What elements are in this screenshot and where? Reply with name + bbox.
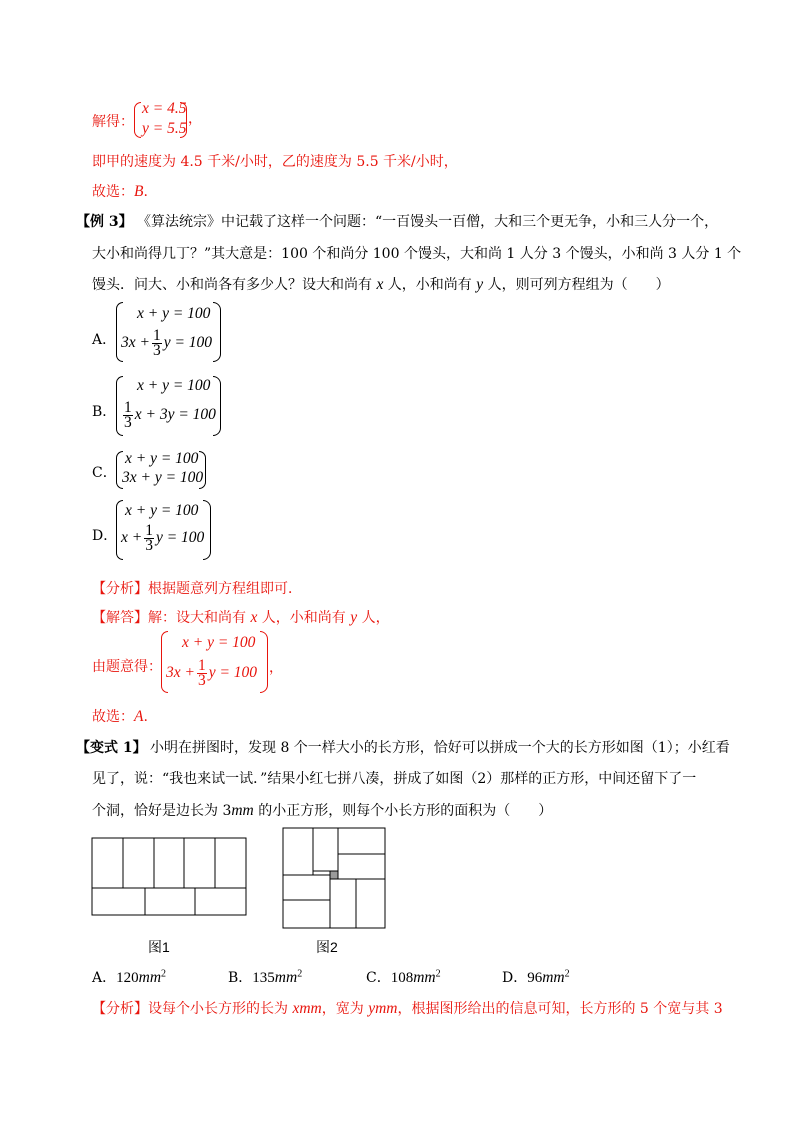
option-b-eq2 xyxy=(121,401,216,430)
option-a-eq2-pre: 3x + xyxy=(121,334,150,352)
option-a-eq1: x + y = 100 xyxy=(137,305,211,322)
option-d-eq2 xyxy=(121,524,204,553)
example3-line2: 大小和尚得几丁？”其大意是：100 个和尚分 100 个馒头，大和尚 1 人分 3 个馒头，小和尚 3 人分 1 个 xyxy=(92,246,742,262)
option-d-frac-d: 3 xyxy=(145,537,153,554)
option-a-label[interactable]: A． xyxy=(92,332,117,348)
fig2-hole xyxy=(330,871,338,879)
variant1-analysis xyxy=(92,998,723,1018)
variant1-line2: 见了，说：“我也来试一试．”结果小红七拼八凑，拼成了如图（2）那样的正方形，中间还留下了一 xyxy=(92,771,697,787)
answer-end: . xyxy=(143,184,148,200)
variant1-line3 xyxy=(92,800,552,820)
figure-1 xyxy=(88,835,252,945)
variant1-analysis-y: ymm xyxy=(368,1000,398,1017)
answer-var-y: y xyxy=(350,609,358,626)
solve-eq1: x = 4.5 xyxy=(142,100,187,117)
line3-part-a: 馒头．问大、小和尚各有多少人？设大和尚有 xyxy=(92,277,377,293)
var-x: x xyxy=(376,276,384,293)
figure-1-caption: 图1 xyxy=(148,939,170,955)
choice-c-unit: mm xyxy=(413,969,436,986)
option-a-frac xyxy=(152,329,162,358)
option-d-frac-n: 1 xyxy=(145,522,153,539)
variant1-line3-b: 的小正方形，则每个小长方形的面积为（ ） xyxy=(253,803,553,819)
system-eq2-pre: 3x + xyxy=(166,664,195,682)
option-a-frac-d: 3 xyxy=(152,342,161,359)
fig2-rect-lower-left xyxy=(283,900,330,928)
solve-trail: ， xyxy=(188,111,202,127)
speed-line: 即甲的速度为 4.5 千米/小时，乙的速度为 5.5 千米/小时， xyxy=(92,154,458,170)
choice-d[interactable] xyxy=(502,967,570,987)
fig2-rect-lower-mid xyxy=(330,879,356,928)
option-d-rparen xyxy=(203,500,211,560)
choice-d-sup: 2 xyxy=(564,968,570,980)
choice-a[interactable] xyxy=(92,967,166,987)
system-eq1: x + y = 100 xyxy=(182,634,256,651)
choice-c-value: 108 xyxy=(390,970,414,986)
by-meaning-label: 由题意得： xyxy=(92,659,162,675)
choice-b-sup: 2 xyxy=(297,968,303,980)
choice-b-label: B． xyxy=(228,970,253,986)
choice-b-value: 135 xyxy=(252,970,275,986)
option-c-eq2: 3x + y = 100 xyxy=(122,469,204,486)
variant1-analysis-b: ，宽为 xyxy=(321,1001,369,1017)
option-c-eq1: x + y = 100 xyxy=(125,450,199,467)
fig2-rect-mid-left xyxy=(283,875,330,900)
variant1-analysis-x: xmm xyxy=(292,1000,322,1017)
fig2-rect-top-left xyxy=(283,828,313,875)
choice-a-unit: mm xyxy=(138,969,162,986)
system-frac-n: 1 xyxy=(197,657,206,674)
solve-eq2: y = 5.5 xyxy=(142,120,187,137)
option-a-frac-n: 1 xyxy=(152,327,161,344)
option-a-eq2 xyxy=(121,329,212,358)
option-b-frac-d: 3 xyxy=(124,414,132,431)
example3-answer-line xyxy=(92,607,390,627)
example3-line3 xyxy=(92,274,670,294)
answer-part-a: 解：设大和尚有 xyxy=(148,610,251,626)
choice-d-unit: mm xyxy=(542,969,565,986)
example3-analysis: 【分析】根据题意列方程组即可． xyxy=(92,581,302,597)
variant1-line1: 小明在拼图时，发现 8 个一样大小的长方形，恰好可以拼成一个大的长方形如图（1）；小红看 xyxy=(150,740,730,756)
variant1-analysis-c: ，根据图形给出的信息可知，长方形的 5 个宽与其 3 xyxy=(397,1001,723,1017)
option-b-frac xyxy=(123,401,133,430)
choice-a-label: A． xyxy=(92,970,117,986)
solve-rparen xyxy=(180,102,187,138)
option-b-eq2-post: x + 3y = 100 xyxy=(134,406,216,424)
choose-end: . xyxy=(143,709,148,725)
solve-brace xyxy=(134,102,141,138)
choice-b[interactable] xyxy=(228,967,302,987)
option-a-eq2-post: y = 100 xyxy=(163,334,213,352)
line3-part-c: 人，则可列方程组为（ ） xyxy=(483,277,670,293)
option-c-label[interactable]: C． xyxy=(92,465,117,481)
system-trail: ， xyxy=(269,660,283,676)
option-d-eq2-pre: x + xyxy=(121,529,143,547)
fig2-rect-upper-right-2 xyxy=(338,854,385,879)
system-eq2 xyxy=(166,659,257,688)
fig2-rect-lower-right xyxy=(356,879,385,928)
example3-line1: 《算法统宗》中记载了这样一个问题：“一百馒头一百僧，大和三个更无争，小和三人分一个， xyxy=(137,214,719,230)
fig2-rect-top-mid xyxy=(313,828,338,871)
option-b-rparen xyxy=(213,376,221,436)
system-rparen xyxy=(260,631,268,693)
option-b-eq1: x + y = 100 xyxy=(137,377,211,394)
system-eq2-post: y = 100 xyxy=(208,664,258,682)
variant1-analysis-a: 【分析】设每个小长方形的长为 xyxy=(92,1001,293,1017)
choose-prefix: 故选： xyxy=(92,709,134,725)
answer-tag: 【解答】 xyxy=(92,610,148,626)
variant1-tag: 【变式 1】 xyxy=(76,740,147,756)
option-d-label[interactable]: D． xyxy=(92,528,118,544)
fig2-rect-upper-right-1 xyxy=(338,828,385,854)
example3-choose xyxy=(92,706,148,726)
system-frac-d: 3 xyxy=(197,672,206,689)
variant1-line3-unit: mm xyxy=(231,802,254,819)
choice-d-value: 96 xyxy=(527,970,543,986)
figure-2 xyxy=(280,826,388,930)
answer-prefix: 故选： xyxy=(92,184,134,200)
fig1-outer-rect xyxy=(92,838,246,915)
option-d-eq1: x + y = 100 xyxy=(125,502,199,519)
variant1-line3-a: 个洞，恰好是边长为 3 xyxy=(92,803,232,819)
choose-value: A xyxy=(134,708,144,725)
choice-c[interactable] xyxy=(366,967,441,987)
var-y: y xyxy=(476,276,484,293)
option-d-eq2-post: y = 100 xyxy=(155,529,205,547)
answer-line xyxy=(92,181,148,201)
line3-part-b: 人，小和尚有 xyxy=(383,277,477,293)
solve-label: 解得： xyxy=(92,114,134,130)
system-frac xyxy=(197,659,207,688)
answer-value: B xyxy=(134,183,144,200)
option-c-rparen xyxy=(199,451,206,489)
figure-2-caption: 图2 xyxy=(316,939,338,955)
option-b-frac-n: 1 xyxy=(124,399,132,416)
choice-c-sup: 2 xyxy=(435,968,441,980)
answer-part-b: 人，小和尚有 xyxy=(257,610,351,626)
choice-b-unit: mm xyxy=(274,969,298,986)
answer-var-x: x xyxy=(250,609,258,626)
option-a-rparen xyxy=(213,302,221,362)
option-d-frac xyxy=(144,524,154,553)
answer-part-c: 人， xyxy=(357,610,390,626)
option-b-label[interactable]: B． xyxy=(92,404,117,420)
example3-tag: 【例 3】 xyxy=(76,214,133,230)
choice-a-value: 120 xyxy=(116,970,139,986)
choice-c-label: C． xyxy=(366,970,391,986)
choice-d-label: D． xyxy=(502,970,528,986)
choice-a-sup: 2 xyxy=(161,968,167,980)
